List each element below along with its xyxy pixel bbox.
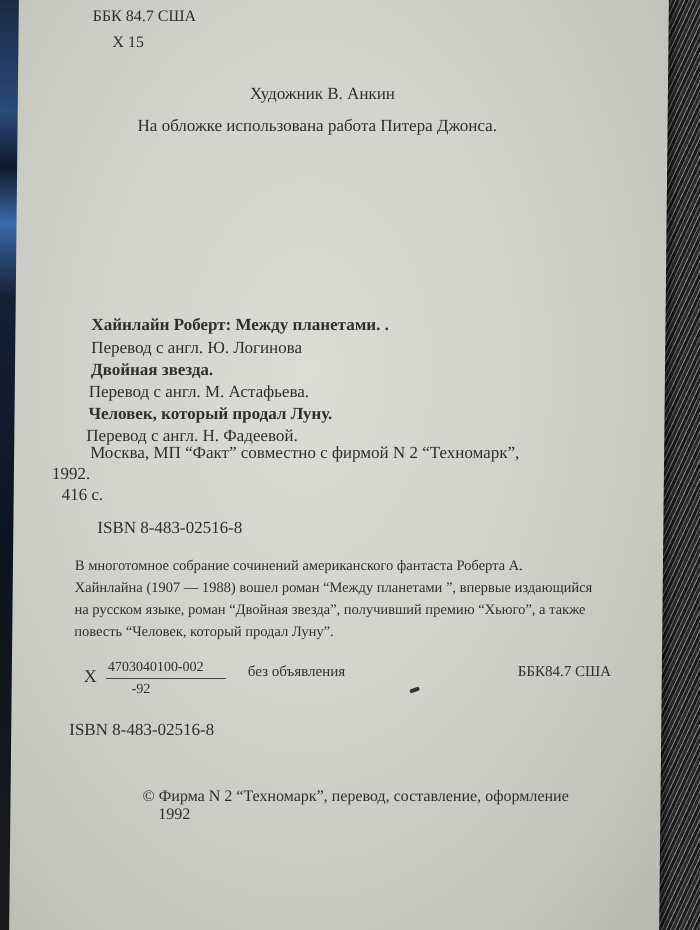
index-letter: Х	[83, 666, 97, 686]
artist-credit: Художник В. Анкин	[249, 84, 396, 103]
isbn-catalog: ISBN 8-483-02516-8	[97, 518, 243, 537]
title-2: Двойная звезда.	[90, 360, 214, 379]
annotation-line-3: на русском языке, роман “Двойная звезда”, получивший премию “Хьюго”, а также	[74, 602, 586, 618]
index-fraction	[84, 660, 244, 700]
annotation-line-4: повесть “Человек, который продал Луну”.	[74, 624, 334, 640]
index-numerator: 4703040100-002	[107, 660, 204, 675]
publication-year: 1992.	[51, 464, 91, 483]
book-title-line: Хайнлайн Роберт: Между планетами. .	[91, 315, 389, 334]
index-denominator: -92	[131, 682, 151, 697]
ink-smudge	[409, 686, 420, 693]
annotation-line-1: В многотомное собрание сочинений американского фантаста Роберта А.	[74, 558, 523, 574]
title-3: Человек, который продал Луну.	[88, 404, 333, 423]
translator-1: Перевод с англ. Ю. Логинова	[91, 338, 303, 357]
fraction-bar	[106, 678, 226, 679]
publisher-line: Москва, МП “Факт” совместно с фирмой N 2 “Техномарк”,	[90, 443, 520, 462]
cover-credit: На обложке использована работа Питера Джонса.	[137, 116, 498, 135]
annotation-line-2: Хайнлайна (1907 — 1988) вошел роман “Между планетами ”, впервые издающийся	[74, 580, 593, 596]
copyright-line-1: © Фирма N 2 “Техномарк”, перевод, составление, оформление	[142, 788, 569, 805]
translator-2: Перевод с англ. М. Астафьева.	[88, 382, 310, 401]
page-count: 416 с.	[61, 485, 104, 504]
index-note: без объявления	[247, 664, 346, 680]
index-bbk: ББК84.7 США	[517, 664, 612, 680]
author-code: Х 15	[112, 34, 145, 51]
bbk-header: ББК 84.7 США	[92, 8, 197, 25]
translator-3: Перевод с англ. Н. Фадеевой.	[86, 426, 298, 445]
isbn-bottom: ISBN 8-483-02516-8	[69, 720, 215, 739]
book-page	[9, 0, 669, 930]
copyright-year: 1992	[158, 806, 191, 823]
